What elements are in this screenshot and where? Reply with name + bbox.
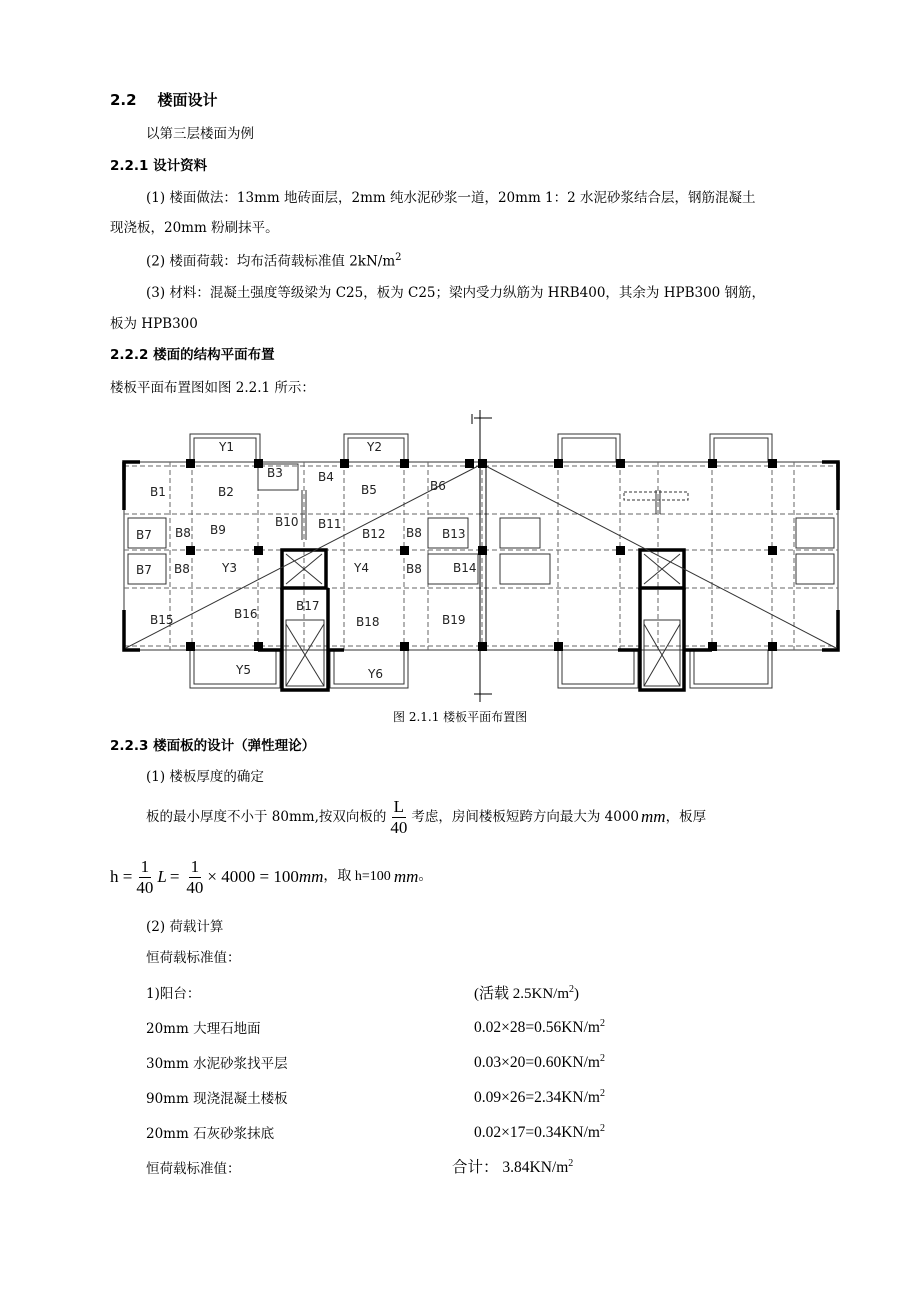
figure-caption: 图 2.1.1 楼板平面布置图 — [393, 710, 528, 724]
row-4-label: 20mm 石灰砂浆抹底 — [146, 1126, 275, 1142]
section-title: 楼面设计 — [157, 91, 218, 109]
label-y1: Y1 — [219, 440, 234, 454]
balcony-live-sup: 2 — [569, 984, 574, 995]
dead-load-title: 恒荷载标准值： — [146, 950, 241, 966]
thickness-line — [146, 797, 706, 837]
label-b16: B16 — [234, 607, 258, 621]
row-2-value — [474, 1053, 605, 1073]
formula-l: L — [157, 866, 167, 886]
label-b12: B12 — [362, 527, 386, 541]
label-b8d: B8 — [406, 562, 422, 576]
formula-fraction-1 — [134, 857, 155, 897]
balcony-label: 1)阳台： — [146, 986, 201, 1002]
label-b7a: B7 — [136, 528, 152, 542]
balcony-y5-outline — [190, 650, 280, 688]
label-b10: B10 — [275, 515, 299, 529]
item-2-text: (2) 楼面荷载：均布活荷载标准值 2kN/m — [146, 253, 396, 270]
formula-f2-den: 40 — [186, 877, 204, 897]
label-b11: B11 — [318, 517, 342, 531]
formula-fraction-2 — [184, 857, 205, 897]
item-2 — [146, 252, 402, 270]
item-2-sup: 2 — [395, 252, 402, 263]
fraction-denominator: 40 — [390, 817, 408, 837]
formula-f1-den: 40 — [136, 877, 154, 897]
row-2-value-text: 0.03×20=0.60KN/m — [474, 1054, 600, 1072]
row-3-value — [474, 1088, 605, 1108]
row-2-label: 30mm 水泥砂浆找平层 — [146, 1056, 288, 1072]
thickness-mid: 考虑，房间楼板短跨方向最大为 4000 — [411, 808, 640, 825]
thickness-unit: mm — [641, 806, 666, 826]
row-2-sup: 2 — [599, 1053, 605, 1064]
row-1-value-text: 0.02×28=0.56KN/m — [474, 1019, 600, 1037]
formula-f1-num: 1 — [140, 857, 150, 876]
row-1-label: 20mm 大理石地面 — [146, 1021, 261, 1037]
formula-f2-num: 1 — [190, 857, 200, 876]
formula-end: 。 — [418, 868, 433, 884]
plan-intro: 楼板平面布置图如图 2.2.1 所示： — [110, 380, 315, 396]
row-3-sup: 2 — [599, 1088, 605, 1099]
label-y4: Y4 — [354, 561, 369, 575]
fraction-l-over-40 — [388, 797, 409, 837]
total-label: 恒荷载标准值： — [146, 1161, 241, 1177]
label-b1: B1 — [150, 485, 166, 499]
thickness-post: ，板厚 — [665, 808, 707, 825]
intro-text: 以第三层楼面为例 — [146, 126, 254, 142]
label-y5: Y5 — [236, 663, 251, 677]
section-2-2-3-heading: 2.2.3 楼面板的设计（弹性理论） — [110, 738, 316, 754]
formula-equals: = — [169, 866, 180, 886]
row-4-value-text: 0.02×17=0.34KN/m — [474, 1124, 600, 1142]
label-b8a: B8 — [175, 526, 191, 540]
section-2-2-2-heading: 2.2.2 楼面的结构平面布置 — [110, 347, 275, 363]
sub-heading-1: (1) 楼板厚度的确定 — [146, 769, 264, 785]
fraction-numerator: L — [393, 797, 405, 816]
label-b2: B2 — [218, 485, 234, 499]
total-value — [452, 1158, 573, 1178]
row-4-sup: 2 — [599, 1123, 605, 1134]
formula-unit: mm — [298, 866, 324, 886]
formula-h: h = — [110, 866, 133, 886]
label-b8b: B8 — [174, 562, 190, 576]
label-b6: B6 — [430, 479, 446, 493]
sub-heading-2: (2) 荷载计算 — [146, 919, 224, 935]
item-1-line-2: 现浇板，20mm 粉刷抹平。 — [110, 220, 279, 236]
section-2-2-1-heading: 2.2.1 设计资料 — [110, 158, 208, 174]
label-b7b: B7 — [136, 563, 152, 577]
item-3-line-2: 板为 HPB300 — [110, 316, 198, 332]
formula-rest: × 4000 = 100 — [207, 866, 299, 886]
balcony-live-load — [474, 984, 579, 1003]
row-1-value — [474, 1018, 605, 1038]
label-y3: Y3 — [222, 561, 237, 575]
label-b4: B4 — [318, 470, 334, 484]
label-b3: B3 — [267, 466, 283, 480]
label-b8c: B8 — [406, 526, 422, 540]
item-1-line-1: (1) 楼面做法：13mm 地砖面层，2mm 纯水泥砂浆一道，20mm 1：2 水泥砂浆结合层，钢筋混凝土 — [146, 190, 756, 206]
label-b18: B18 — [356, 615, 380, 629]
label-b5: B5 — [361, 483, 377, 497]
label-y6: Y6 — [368, 667, 383, 681]
row-3-value-text: 0.09×26=2.34KN/m — [474, 1089, 600, 1107]
thickness-formula — [110, 857, 432, 897]
label-b14: B14 — [453, 561, 477, 575]
floor-plan-figure — [118, 410, 848, 702]
thickness-pre: 板的最小厚度不小于 80mm,按双向板的 — [146, 808, 387, 825]
row-3-label: 90mm 现浇混凝土楼板 — [146, 1091, 288, 1107]
row-1-sup: 2 — [599, 1018, 605, 1029]
balcony-live-text: (活载 2.5KN/m — [474, 986, 569, 1002]
total-value-text: 合计： 3.84KN/m — [452, 1159, 569, 1177]
balcony-live-end: ) — [574, 986, 579, 1002]
label-b9: B9 — [210, 523, 226, 537]
formula-take: ，取 h=100 — [323, 868, 391, 884]
label-b17: B17 — [296, 599, 320, 613]
item-3-line-1: (3) 材料：混凝土强度等级梁为 C25，板为 C25；梁内受力纵筋为 HRB400，其余为 HPB300 钢筋， — [146, 285, 766, 301]
section-2-2-heading — [110, 91, 217, 109]
section-number: 2.2 — [110, 91, 137, 109]
total-sup: 2 — [568, 1158, 574, 1169]
formula-unit-2: mm — [393, 866, 419, 886]
label-b19: B19 — [442, 613, 466, 627]
row-4-value — [474, 1123, 605, 1143]
label-b15: B15 — [150, 613, 174, 627]
label-y2: Y2 — [367, 440, 382, 454]
label-b13: B13 — [442, 527, 466, 541]
